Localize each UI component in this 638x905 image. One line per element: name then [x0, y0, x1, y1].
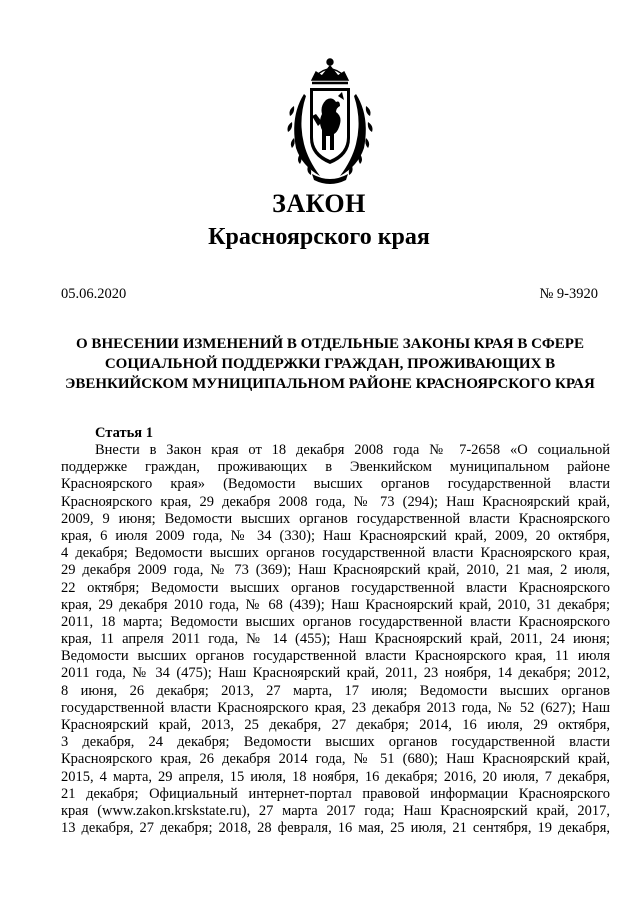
body-line: 13 декабря, 27 декабря; 2018, 28 февраля, 16 мая, 25 июля, 21 сентября, 19 декабря, [61, 820, 610, 837]
body-line: 2009, 9 июня; Ведомости высших органов государственной власти Красноярского [61, 510, 610, 527]
body-line: 21 декабря; Официальный интернет-портал правовой информации Красноярского [61, 785, 610, 802]
body-line: края (www.zakon.krskstate.ru), 27 марта 2017 года; Наш Красноярский край, 2017, [61, 802, 610, 819]
body-line: 8 июня, 26 декабря; 2013, 27 марта, 17 июля; Ведомости высших органов [61, 682, 610, 699]
body-line: края, 29 декабря 2010 года, № 68 (439); Наш Красноярский край, 2010, 31 декабря; [61, 596, 610, 613]
body-line: 2011 года, № 34 (475); Наш Красноярский край, 2011, 23 ноября, 14 декабря; 2012, [61, 665, 610, 682]
heading-line: ЭВЕНКИЙСКОМ МУНИЦИПАЛЬНОМ РАЙОНЕ КРАСНОЯРСКОГО КРАЯ [65, 376, 595, 392]
article-body [61, 442, 610, 837]
body-line: 2011, 18 марта; Ведомости высших органов государственной власти Красноярского [61, 613, 610, 630]
body-line: края, 6 июля 2009 года, № 34 (330); Наш Красноярский край, 2009, 20 октября, [61, 527, 610, 544]
body-line: Внести в Закон края от 18 декабря 2008 года № 7-2658 «О социальной [95, 442, 610, 458]
body-line: 2015, 4 марта, 29 апреля, 15 июля, 18 ноября, 16 декабря; 2016, 20 июля, 7 декабря, [61, 768, 610, 785]
coat-of-arms-emblem [282, 56, 378, 190]
body-line: Красноярского края, 29 декабря 2008 года, № 73 (294); Наш Красноярский край, [61, 493, 610, 510]
law-heading [50, 334, 610, 394]
document-number: № 9-3920 [539, 286, 598, 302]
body-line: поддержке граждан, проживающих в Эвенкийском муниципальном районе [61, 459, 610, 476]
body-line: 22 октября; Ведомости высших органов государственной власти Красноярского [61, 579, 610, 596]
document-subtitle: Красноярского края [208, 224, 430, 250]
body-line: края, 11 апреля 2011 года, № 14 (455); Наш Красноярский край, 2011, 24 июня; [61, 631, 610, 648]
body-line: 29 декабря 2009 года, № 73 (369); Наш Красноярский край, 2010, 21 мая, 2 июля, [61, 562, 610, 579]
document-date: 05.06.2020 [61, 286, 127, 302]
body-line: Красноярского края» (Ведомости высших органов государственной власти [61, 476, 610, 493]
heading-line: СОЦИАЛЬНОЙ ПОДДЕРЖКИ ГРАЖДАН, ПРОЖИВАЮЩИХ В [104, 356, 556, 372]
body-line: Ведомости высших органов государственной власти Красноярского края, 11 июля [61, 648, 610, 665]
body-line: 4 декабря; Ведомости высших органов государственной власти Красноярского края, [61, 545, 610, 562]
article-title: Статья 1 [95, 425, 153, 441]
document-title: ЗАКОН [272, 189, 366, 218]
body-line: 3 декабря, 24 декабря; Ведомости высших органов государственной власти [61, 734, 610, 751]
body-line: государственной власти Красноярского края, 23 декабря 2013 года, № 52 (627); Наш [61, 699, 610, 716]
heading-line: О ВНЕСЕНИИ ИЗМЕНЕНИЙ В ОТДЕЛЬНЫЕ ЗАКОНЫ КРАЯ В СФЕРЕ [76, 336, 584, 352]
body-line: Красноярского края, 26 декабря 2014 года, № 51 (680); Наш Красноярский край, [61, 751, 610, 768]
body-line: Красноярский край, 2013, 25 декабря, 27 декабря; 2014, 16 июля, 29 октября, [61, 717, 610, 733]
